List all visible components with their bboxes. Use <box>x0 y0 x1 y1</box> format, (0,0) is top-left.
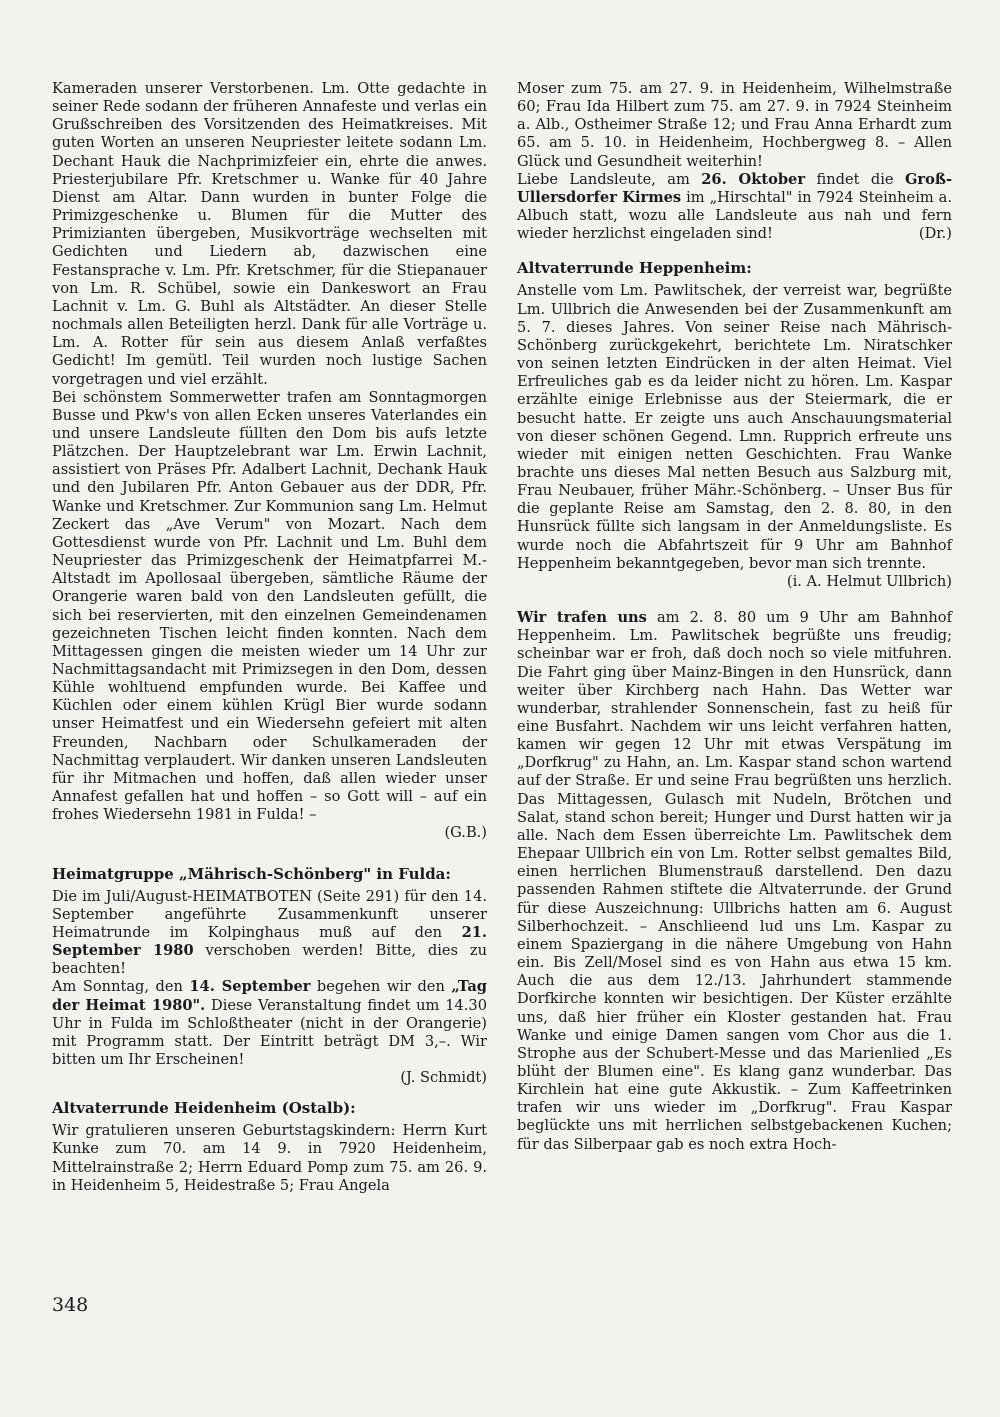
bold-event-name: „Tag der Heimat 1980". <box>52 978 487 1014</box>
text-run: findet die <box>805 170 905 188</box>
bold-event-name: Groß-Ullersdorfer Kirmes <box>517 170 952 206</box>
article-paragraph: Bei schönstem Sommerwetter trafen am Sonntagmorgen Busse und Pkw's von allen Ecken unseres Vaterlandes ein und unsere Landsleute füllten den Dom bis aufs letzte Plätzchen. Der Hauptzelebrant war Lm. Erwin Lachnit, assistiert von Präses Pfr. Adalbert Lachnit, Dechank Hauk und den Jubilaren Pfr. Anton Gebauer aus der DDR, Pfr. Wanke und Kretschmer. Zur Kommunion sang Lm. Helmut Zeckert das „Ave Verum" von Mozart. Nach dem Gottesdienst wurde von Pfr. Lachnit und Lm. Buhl dem Neupriester das Primizgeschenk der Heimatpfarrei M.-Altstadt im Apollosaal übergeben, sämtliche Räume der Orangerie waren bald von den Landsleuten gefüllt, die sich bei reservierten, mit den einzelnen Gemeindenamen gezeichneten Tischen leicht finden konnten. Nach dem Mittagessen gingen die meisten wieder um 14 Uhr zur Nachmittagsandacht mit Primizsegen in den Dom, dessen Kühle wohltuend empfunden wurde. Bei Kaffee und Küchlen oder einem kühlen Krügl Bier wurde sodann unser Heimatfest und ein Wiedersehn gefeiert mit alten Freunden, Nachbarn oder Schulkameraden der Nachmittag verplaudert. Wir danken unseren Landsleuten für ihr Mitmachen und hoffen, daß allen wieder unser Annafest gefallen hat und hoffen – so Gott will – auf ein frohes Wiedersehn 1981 in Fulda! – <box>52 388 487 824</box>
page-number: 348 <box>52 1294 89 1316</box>
bold-lead-in: Wir trafen uns <box>517 609 647 627</box>
article-paragraph <box>517 171 952 244</box>
text-run: im „Hirschtal" in 7924 Steinheim a. Albuch statt, wozu alle Landsleute aus nah und fern wieder herzlichst eingeladen sind! <box>517 188 953 243</box>
article-paragraph <box>52 978 487 1069</box>
text-run: Diese Veranstaltung findet um 14.30 Uhr in Fulda im Schloßtheater (nicht in der Orangerie) mit Programm statt. Der Eintritt beträgt DM 3,–. Wir bitten um Ihr Erscheinen! <box>52 996 487 1068</box>
text-run: begehen wir den <box>310 978 452 996</box>
section-heading-fulda: Heimatgruppe „Mährisch-Schönberg" in Fulda: <box>52 864 451 883</box>
text-run: Liebe Landsleute, am <box>517 170 702 188</box>
text-run: Am Sonntag, den <box>52 978 190 996</box>
right-column <box>517 80 952 1154</box>
section-heading-heidenheim: Altvaterrunde Heidenheim (Ostalb): <box>52 1099 356 1118</box>
section-heading-heppenheim: Altvaterrunde Heppenheim: <box>517 259 752 278</box>
author-signature: (G.B.) <box>444 824 487 842</box>
author-signature: (i. A. Helmut Ullbrich) <box>786 572 952 590</box>
author-signature: (J. Schmidt) <box>400 1069 487 1087</box>
author-signature: (Dr.) <box>918 225 952 243</box>
article-paragraph <box>52 888 487 979</box>
article-paragraph: Moser zum 75. am 27. 9. in Heidenheim, Wilhelmstraße 60; Frau Ida Hilbert zum 75. am 27. 9. in 7924 Steinheim a. Alb., Ostheimer Straße 12; und Frau Anna Erhardt zum 65. am 5. 10. in Heidenheim, Hochbergweg 8. – Allen Glück und Gesundheit weiterhin! <box>517 80 952 170</box>
text-run: verschoben werden! Bitte, dies zu beachten! <box>52 942 487 978</box>
text-run: Die im Juli/August-HEIMATBOTEN (Seite 291) für den 14. September angeführte Zusammenkunft unserer Heimatrunde im Kolpinghaus muß auf den <box>52 887 487 941</box>
article-paragraph <box>517 609 952 1154</box>
article-paragraph: Wir gratulieren unseren Geburtstagskindern: Herrn Kurt Kunke zum 70. am 14 9. in 7920 Heidenheim, Mittelrainstraße 2; Herrn Eduard Pomp zum 75. am 26. 9. in Heidenheim 5, Heidestraße 5; Frau Angela <box>52 1122 487 1194</box>
left-column <box>52 80 487 1195</box>
article-paragraph: Anstelle vom Lm. Pawlitschek, der verreist war, begrüßte Lm. Ullbrich die Anwesenden bei der Zusammenkunft am 5. 7. dieses Jahres. Von seiner Reise nach Mährisch-Schönberg zurückgekehrt, berichtete Lm. Niratschker von seinen letzten Eindrücken in der alten Heimat. Viel Erfreuliches gab es da leider nicht zu hören. Lm. Kaspar erzählte einige Erlebnisse aus der Steiermark, die er besucht hatte. Er zeigte uns auch Anschauungsmaterial von dieser schönen Gegend. Lmn. Rupprich erfreute uns wieder mit einigen netten Geschichten. Frau Wanke brachte uns dieses Mal netten Besuch aus Salzburg mit, Frau Neubauer, früher Mähr.-Schönberg. – Unser Bus für die geplante Reise am Samstag, den 2. 8. 80, in den Hunsrück füllte sich langsam in der Anmeldungsliste. Es wurde noch die Abfahrtszeit für 9 Uhr am Bahnhof Heppenheim bekanntgegeben, bevor man sich trennte. <box>517 282 952 572</box>
bold-date: 14. September <box>189 978 311 996</box>
text-run: am 2. 8. 80 um 9 Uhr am Bahnhof Heppenheim. Lm. Pawlitschek begrüßte uns freudig; scheinbar war er froh, daß doch noch so viele mitfuhren. Die Fahrt ging über Mainz-Bingen in den Hunsrück, dann weiter über Kirchberg nach Hahn. Das Wetter war wunderbar, strahlender Sonnenschein, fast zu heiß für eine Busfahrt. Nachdem wir uns leicht verfahren hatten, kamen wir gegen 12 Uhr mit etwas Verspätung im „Dorfkrug" zu Hahn, an. Lm. Kaspar stand schon wartend auf der Straße. Er und seine Frau begrüßten uns herzlich. Das Mittagessen, Gulasch mit Nudeln, Brötchen und Salat, stand schon bereit; Hunger und Durst hatten wir ja alle. Nach dem Essen überreichte Lm. Pawlitschek dem Ehepaar Ullbrich ein von Lm. Rotter selbst gemaltes Bild, einen herrlichen Blumenstrauß darstellend. Den dazu passenden Rahmen stiftete die Altvaterrunde. der Grund für diese Auszeichnung: Ullbrichs hatten am 6. August Silberhochzeit. – Anschlieend lud uns Lm. Kaspar zu einem Spaziergang in die nähere Umgebung von Hahn ein. Bis Zell/Mosel sind es von Hahn aus etwa 15 km. Auch die aus dem 12./13. Jahrhundert stammende Dorfkirche konnten wir besichtigen. Der Küster erzählte uns, daß hier früher ein Kloster gestanden hat. Frau Wanke und einige Damen sangen vom Chor aus die 1. Strophe aus der Schubert-Messe und das Marienlied „Es blüht der Blumen eine". Es klang ganz wunderbar. Das Kirchlein hat eine gute Akkustik. – Zum Kaffeetrinken trafen wir uns wieder im „Dorfkrug". Frau Kaspar beglückte uns mit herrlichen selbstgebackenen Kuchen; für das Silberpaar gab es noch extra Hoch- <box>517 609 952 1153</box>
bold-date: 21. September 1980 <box>52 923 487 960</box>
article-paragraph: Kameraden unserer Verstorbenen. Lm. Otte gedachte in seiner Rede sodann der früheren Annafeste und verlas ein Grußschreiben des Vorsitzenden des Heimatkreises. Mit guten Worten an unseren Neupriester leitete sodann Lm. Dechant Hauk die Nachprimizfeier ein, ehrte die anwes. Priesterjubilare Pfr. Kretschmer u. Wanke für 40 Jahre Dienst am Altar. Dann wurden in bunter Folge die Primizgeschenke u. Blumen für die Mutter des Primizianten übergeben, Musikvorträge wechselten mit Gedichten und Liedern ab, dazwischen eine Festansprache v. Lm. Pfr. Kretschmer, für die Stiepanauer von Lm. R. Schübel, sowie ein Dankeswort an Frau Lachnit v. Lm. G. Buhl als Altstädter. An dieser Stelle nochmals allen Beteiligten herzl. Dank für alle Vorträge u. Lm. A. Rotter für sein aus diesem Anlaß verfaßtes Gedicht! Im gemütl. Teil wurden noch lustige Sachen vorgetragen und viel erzählt. <box>52 80 487 388</box>
bold-date: 26. Oktober <box>701 170 806 188</box>
